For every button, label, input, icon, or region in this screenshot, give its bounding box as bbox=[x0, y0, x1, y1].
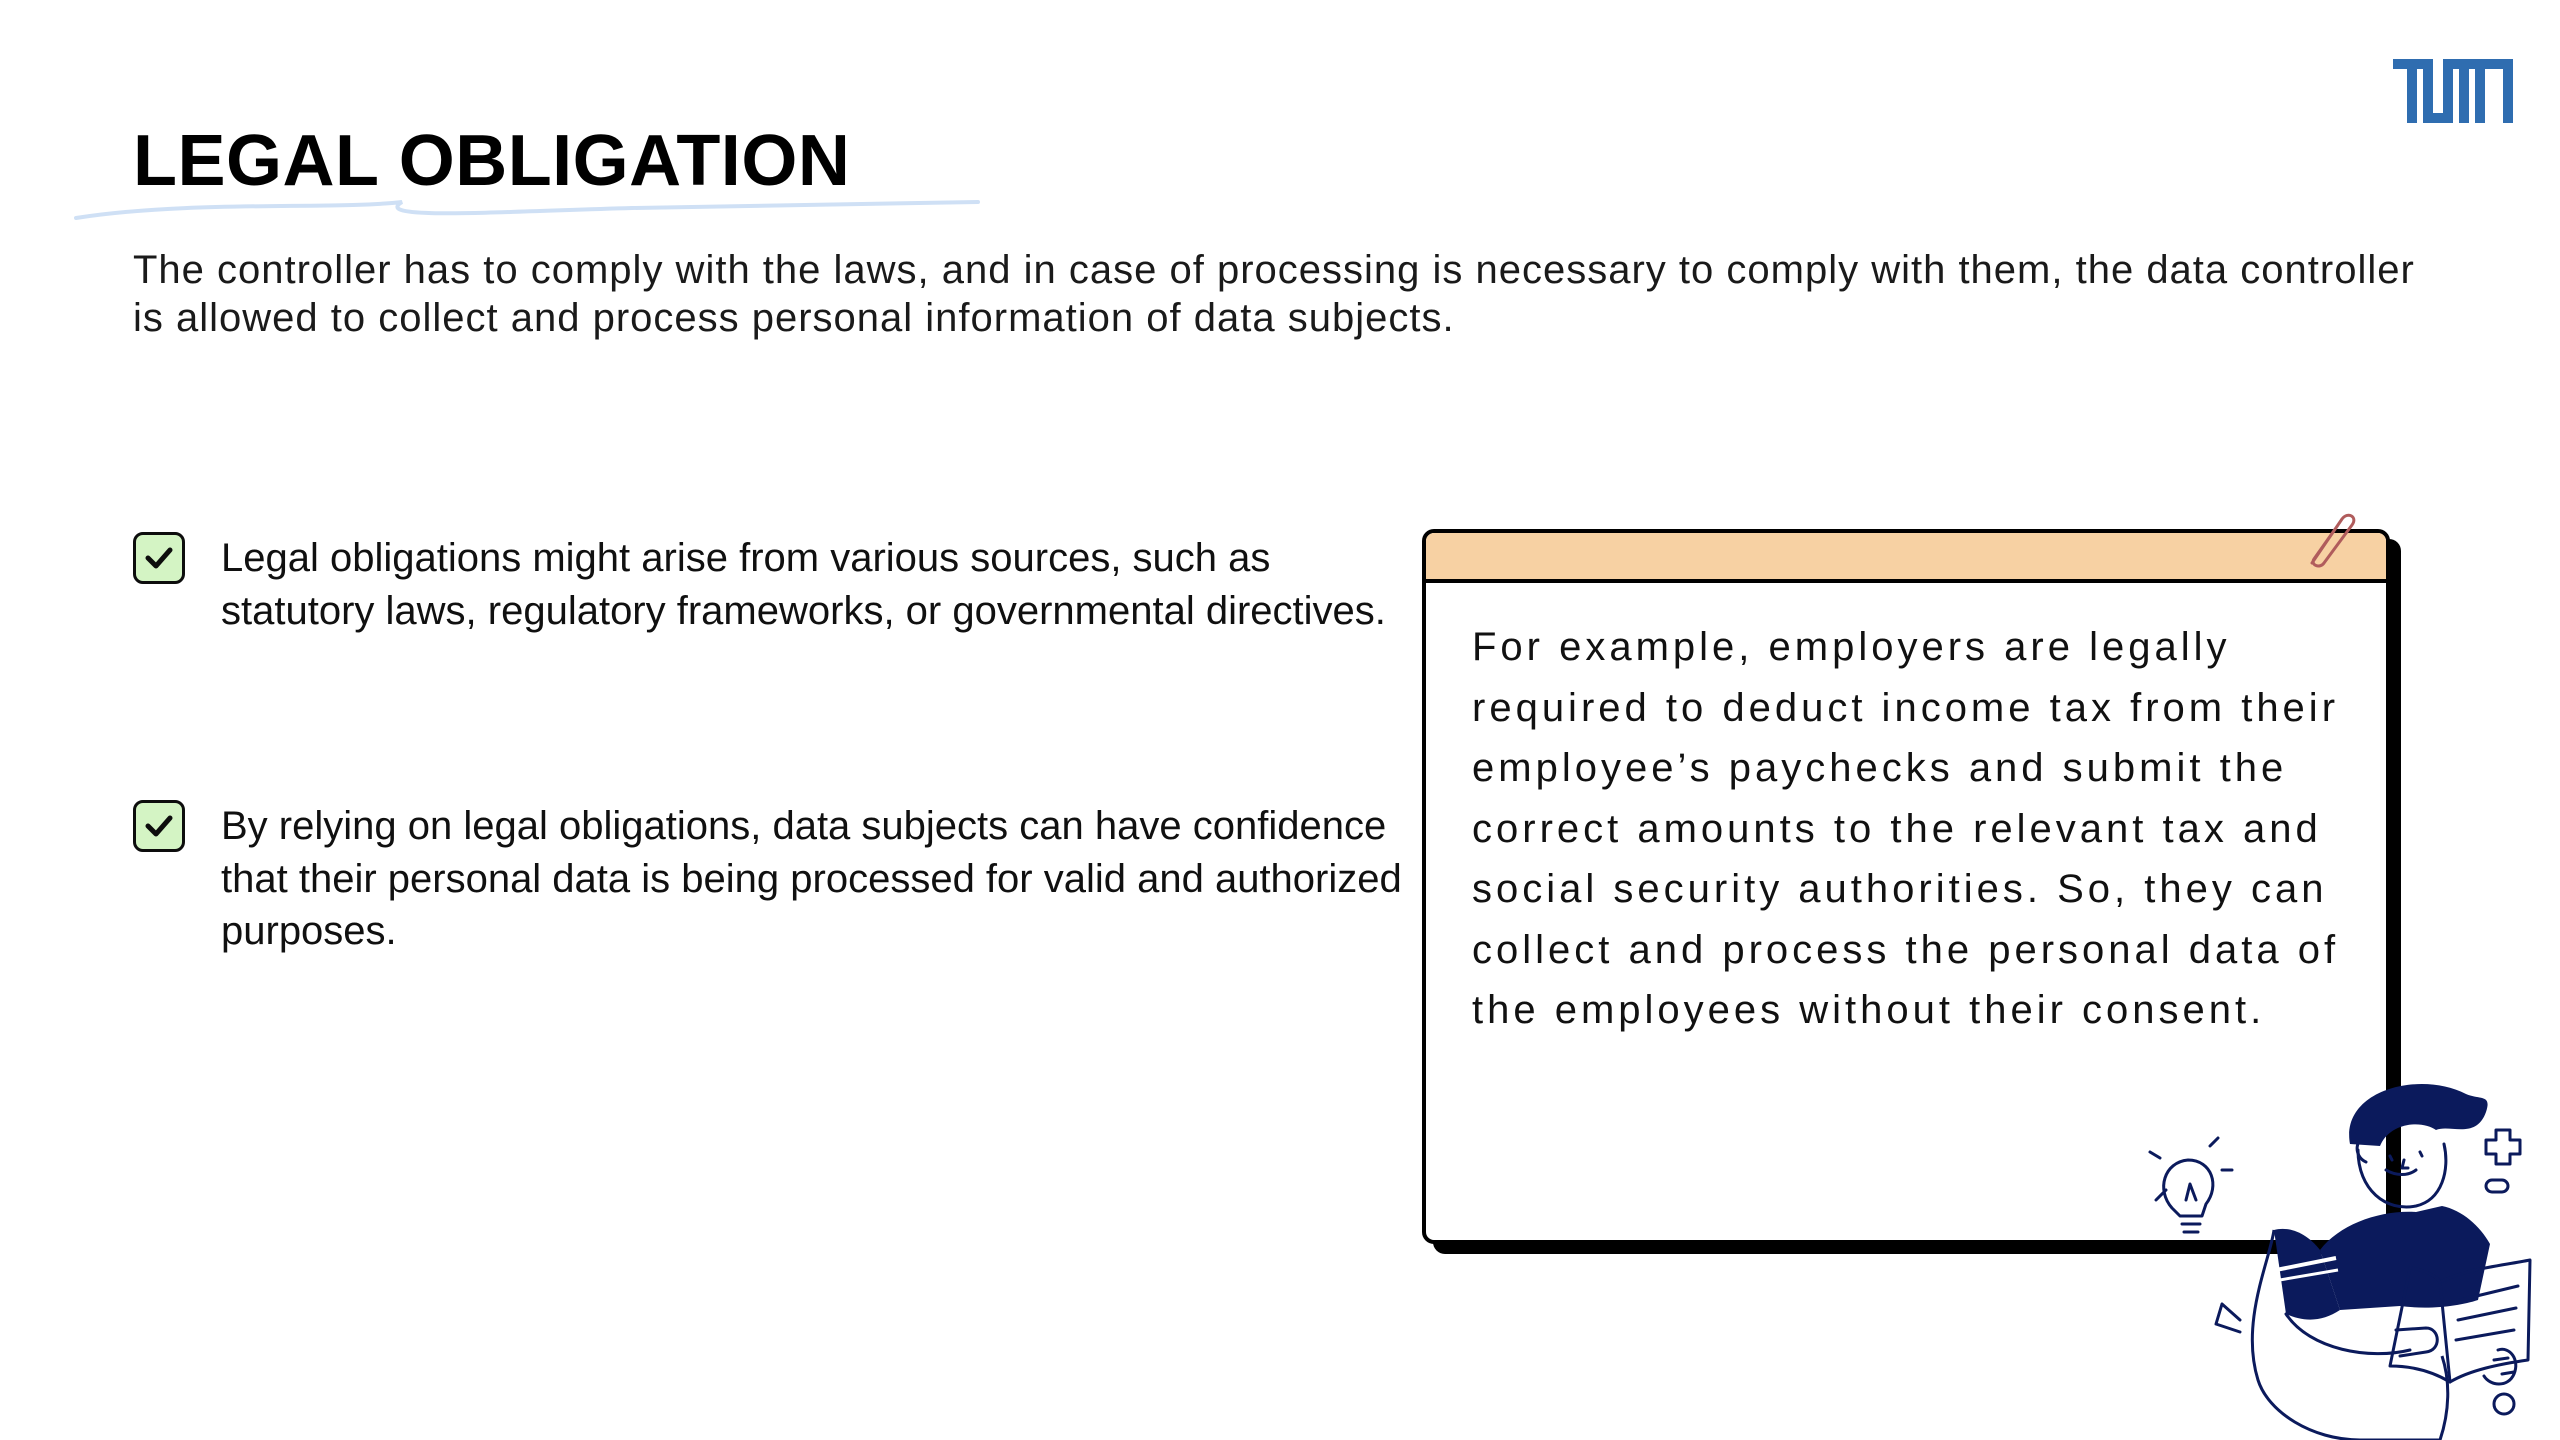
reading-person-illustration bbox=[2090, 1060, 2560, 1440]
paperclip-icon bbox=[2298, 505, 2358, 571]
check-icon bbox=[142, 541, 176, 575]
check-icon bbox=[142, 809, 176, 843]
title-underline-stroke bbox=[72, 190, 982, 224]
bullet-text: Legal obligations might arise from various sources, such as statutory laws, regulatory frameworks, or governmental directives. bbox=[221, 536, 1386, 633]
bullet-text: By relying on legal obligations, data subjects can have confidence that their personal data is being processed for valid and authorized purposes. bbox=[221, 804, 1402, 953]
page-title: LEGAL OBLIGATION bbox=[133, 121, 851, 201]
dash-shape bbox=[2486, 1180, 2508, 1192]
checkbox-checked bbox=[133, 800, 185, 852]
intro-paragraph: The controller has to comply with the laws, and in case of processing is necessary to comply with them, the data controller is allowed to collect and process personal information of data subjects. bbox=[133, 248, 2415, 340]
lightbulb-icon bbox=[2150, 1138, 2232, 1232]
plus-shape bbox=[2486, 1130, 2520, 1164]
example-card-header bbox=[1426, 533, 2386, 583]
example-card-text: For example, employers are legally required to deduct income tax from their employee’s paychecks and submit the correct amounts to the relevant tax and social security authorities. So, they can collect and process the personal data of the employees without their consent. bbox=[1472, 625, 2340, 1032]
checkbox-checked bbox=[133, 532, 185, 584]
tum-logo bbox=[2393, 59, 2513, 123]
